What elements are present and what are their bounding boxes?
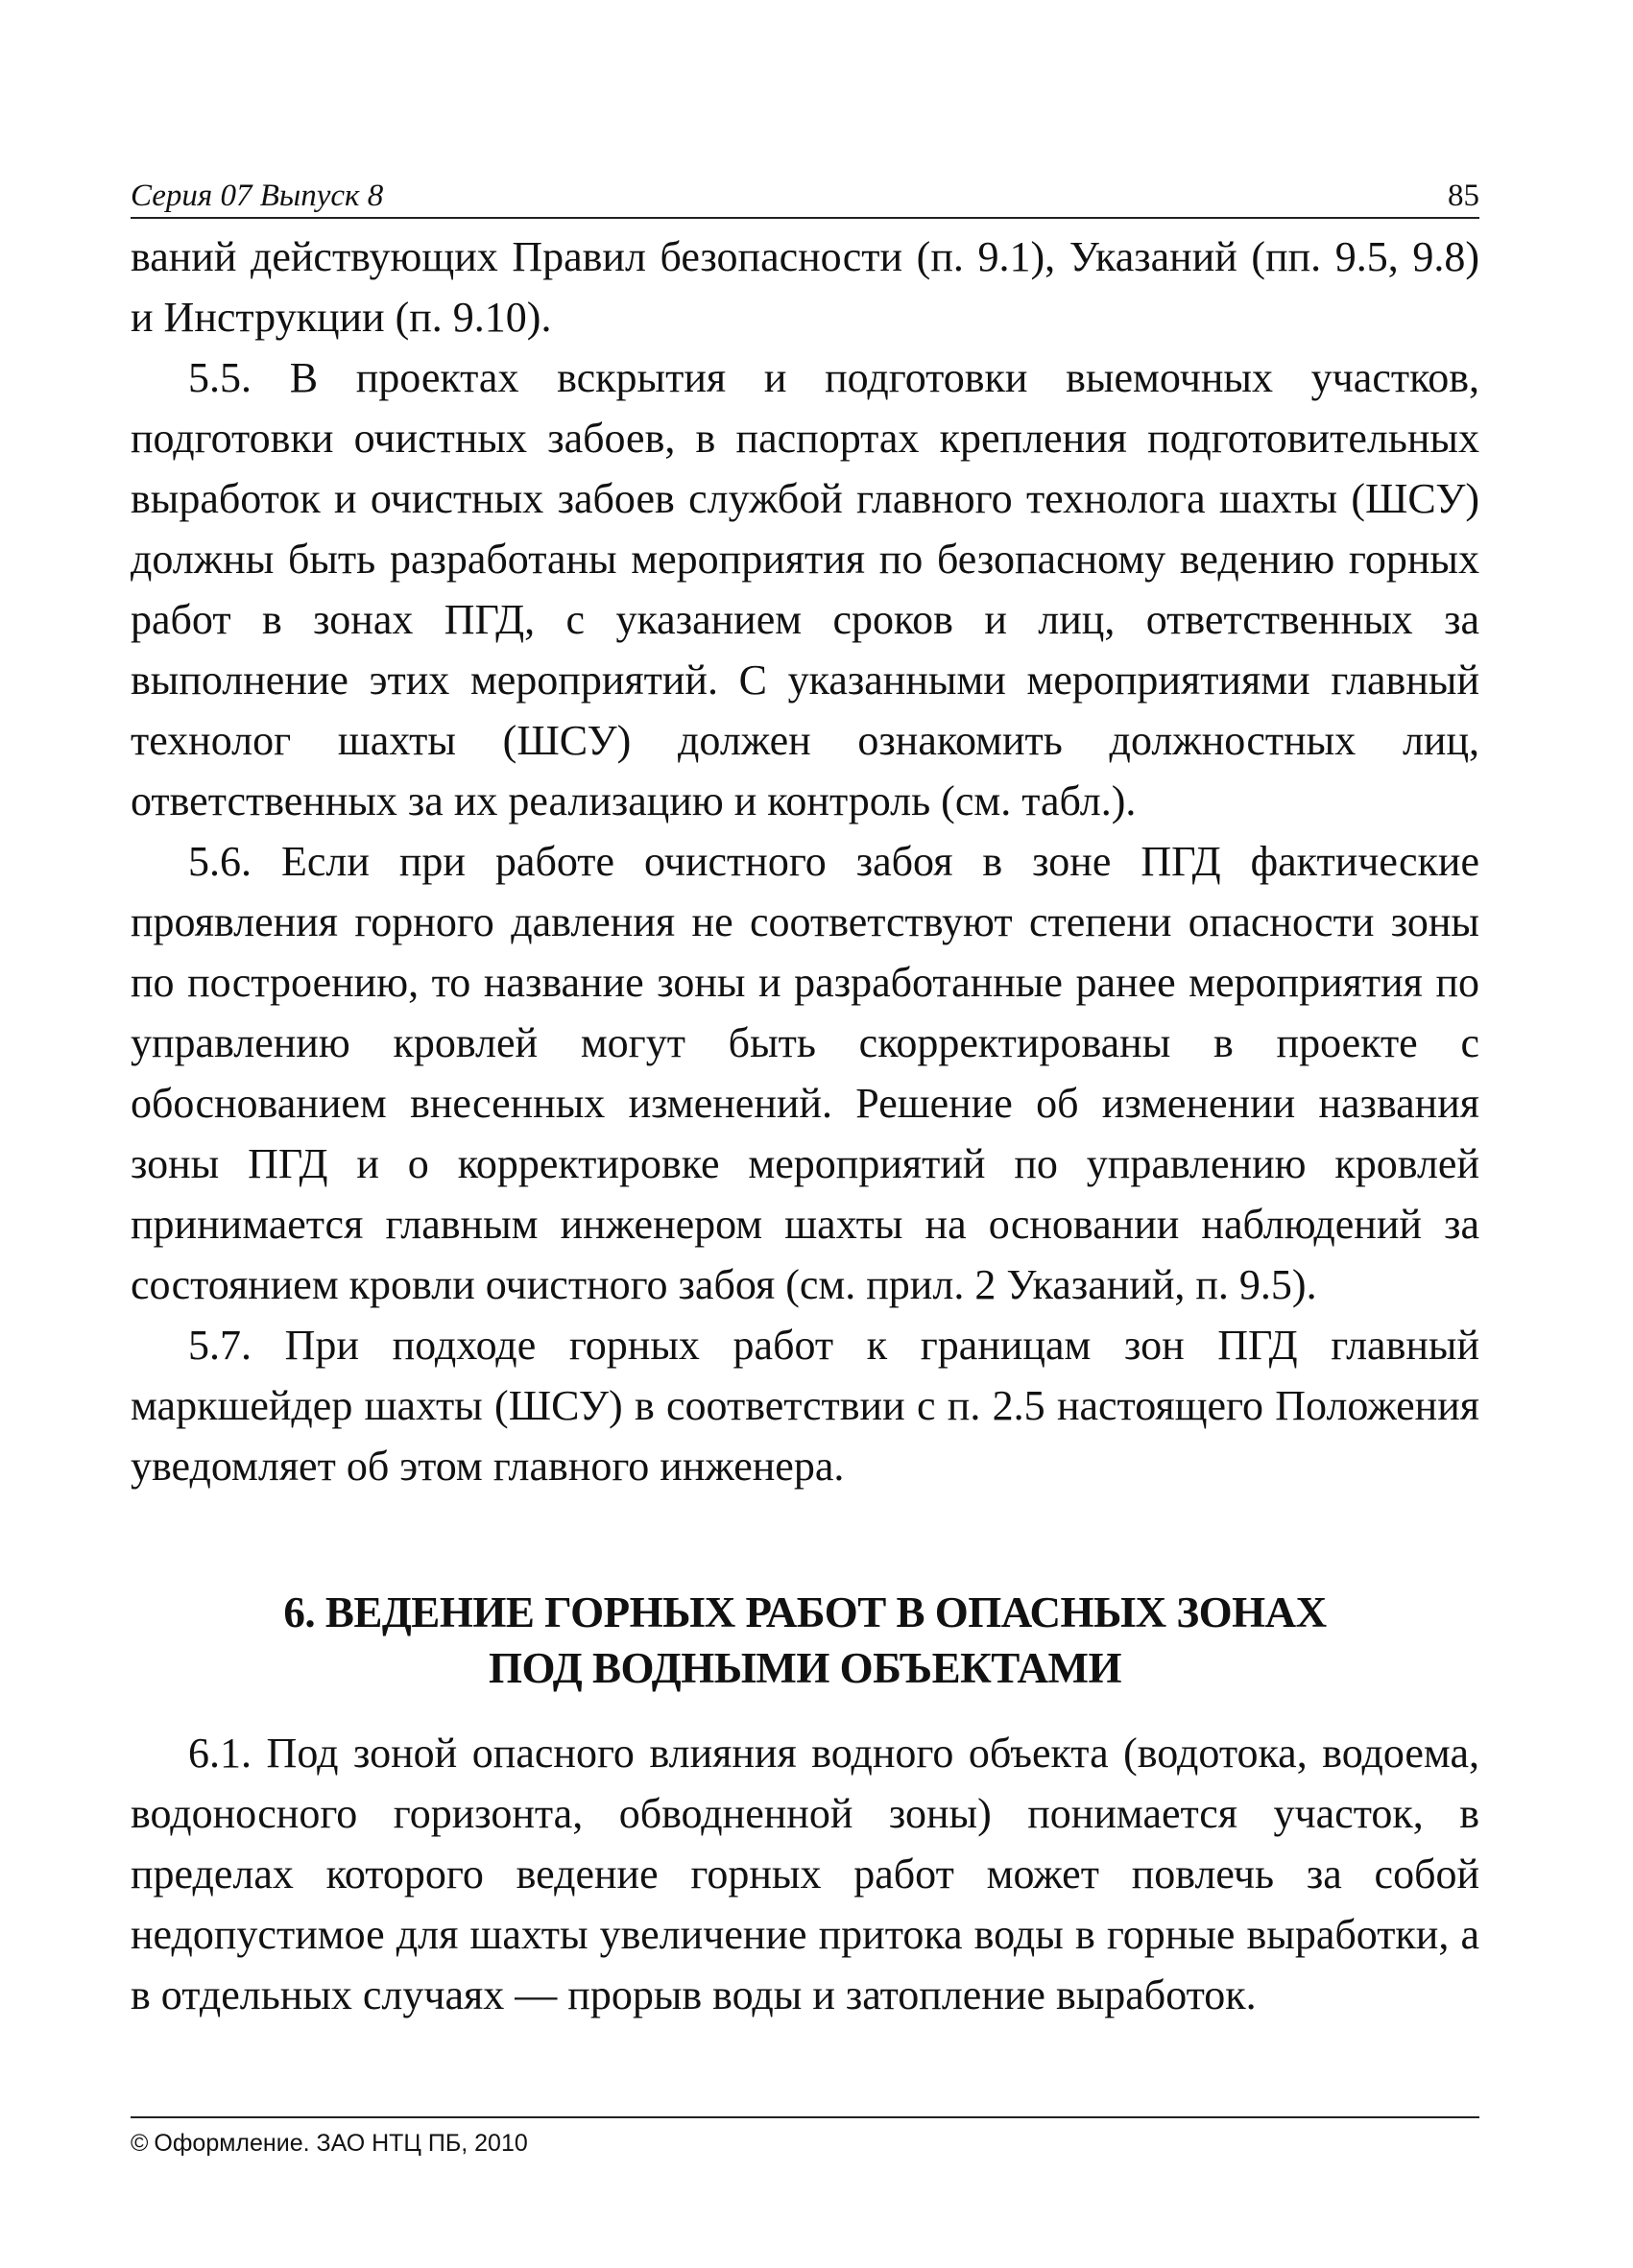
paragraph-5-6: 5.6. Если при работе очистного забоя в зоне ПГД фактические проявления горного давления не соответствуют степени опасности зоны по построению, то название зоны и разработанные ранее мероприятия по управлению кровлей могут быть скорректированы в проекте с обоснованием внесенных изменений. Решение об изменении названия зоны ПГД и о корректировке мероприятий по управлению кровлей принимается главным инженером шахты на основании наблюдений за состоянием кровли очистного забоя (см. прил. 2 Указаний, п. 9.5). bbox=[131, 838, 1479, 1308]
paragraph-5-7: 5.7. При подходе горных работ к границам зон ПГД главный маркшейдер шахты (ШСУ) в соответствии с п. 2.5 настоящего Положения уведомляет об этом главного инженера. bbox=[131, 1322, 1479, 1490]
running-header bbox=[131, 173, 1479, 219]
paragraph-6-1: 6.1. Под зоной опасного влияния водного объекта (водотока, водоема, водоносного горизонта, обводненной зоны) понимается участок, в пределах которого ведение горных работ может повлечь за собой недопустимое для шахты увеличение притока воды в горные выработки, а в отдельных случаях — прорыв воды и затопление выработок. bbox=[131, 1730, 1479, 2018]
paragraph-continuation: ваний действующих Правил безопасности (п. 9.1), Указаний (пп. 9.5, 9.8) и Инструкции (п. 9.10). bbox=[131, 233, 1479, 341]
document-page bbox=[131, 173, 1479, 2025]
series-label: Серия 07 Выпуск 8 bbox=[131, 179, 384, 213]
copyright-icon: © bbox=[131, 2130, 149, 2157]
footer-text: Оформление. ЗАО НТЦ ПБ, 2010 bbox=[154, 2130, 528, 2157]
page-footer bbox=[131, 2116, 1479, 2159]
section-heading-line-2: ПОД ВОДНЫМИ ОБЪЕКТАМИ bbox=[489, 1644, 1121, 1692]
section-heading-line-1: 6. ВЕДЕНИЕ ГОРНЫХ РАБОТ В ОПАСНЫХ ЗОНАХ bbox=[283, 1588, 1327, 1636]
paragraph-5-5: 5.5. В проектах вскрытия и подготовки выемочных участков, подготовки очистных забоев, в паспортах крепления подготовительных выработок и очистных забоев службой главного технолога шахты (ШСУ) должны быть разработаны мероприятия по безопасному ведению горных работ в зонах ПГД, с указанием сроков и лиц, ответственных за выполнение этих мероприятий. С указанными мероприятиями главный технолог шахты (ШСУ) должен ознакомить должностных лиц, ответственных за их реализацию и контроль (см. табл.). bbox=[131, 354, 1479, 824]
body-text bbox=[131, 227, 1479, 2025]
section-heading bbox=[131, 1585, 1479, 1696]
page-number: 85 bbox=[1448, 179, 1479, 213]
